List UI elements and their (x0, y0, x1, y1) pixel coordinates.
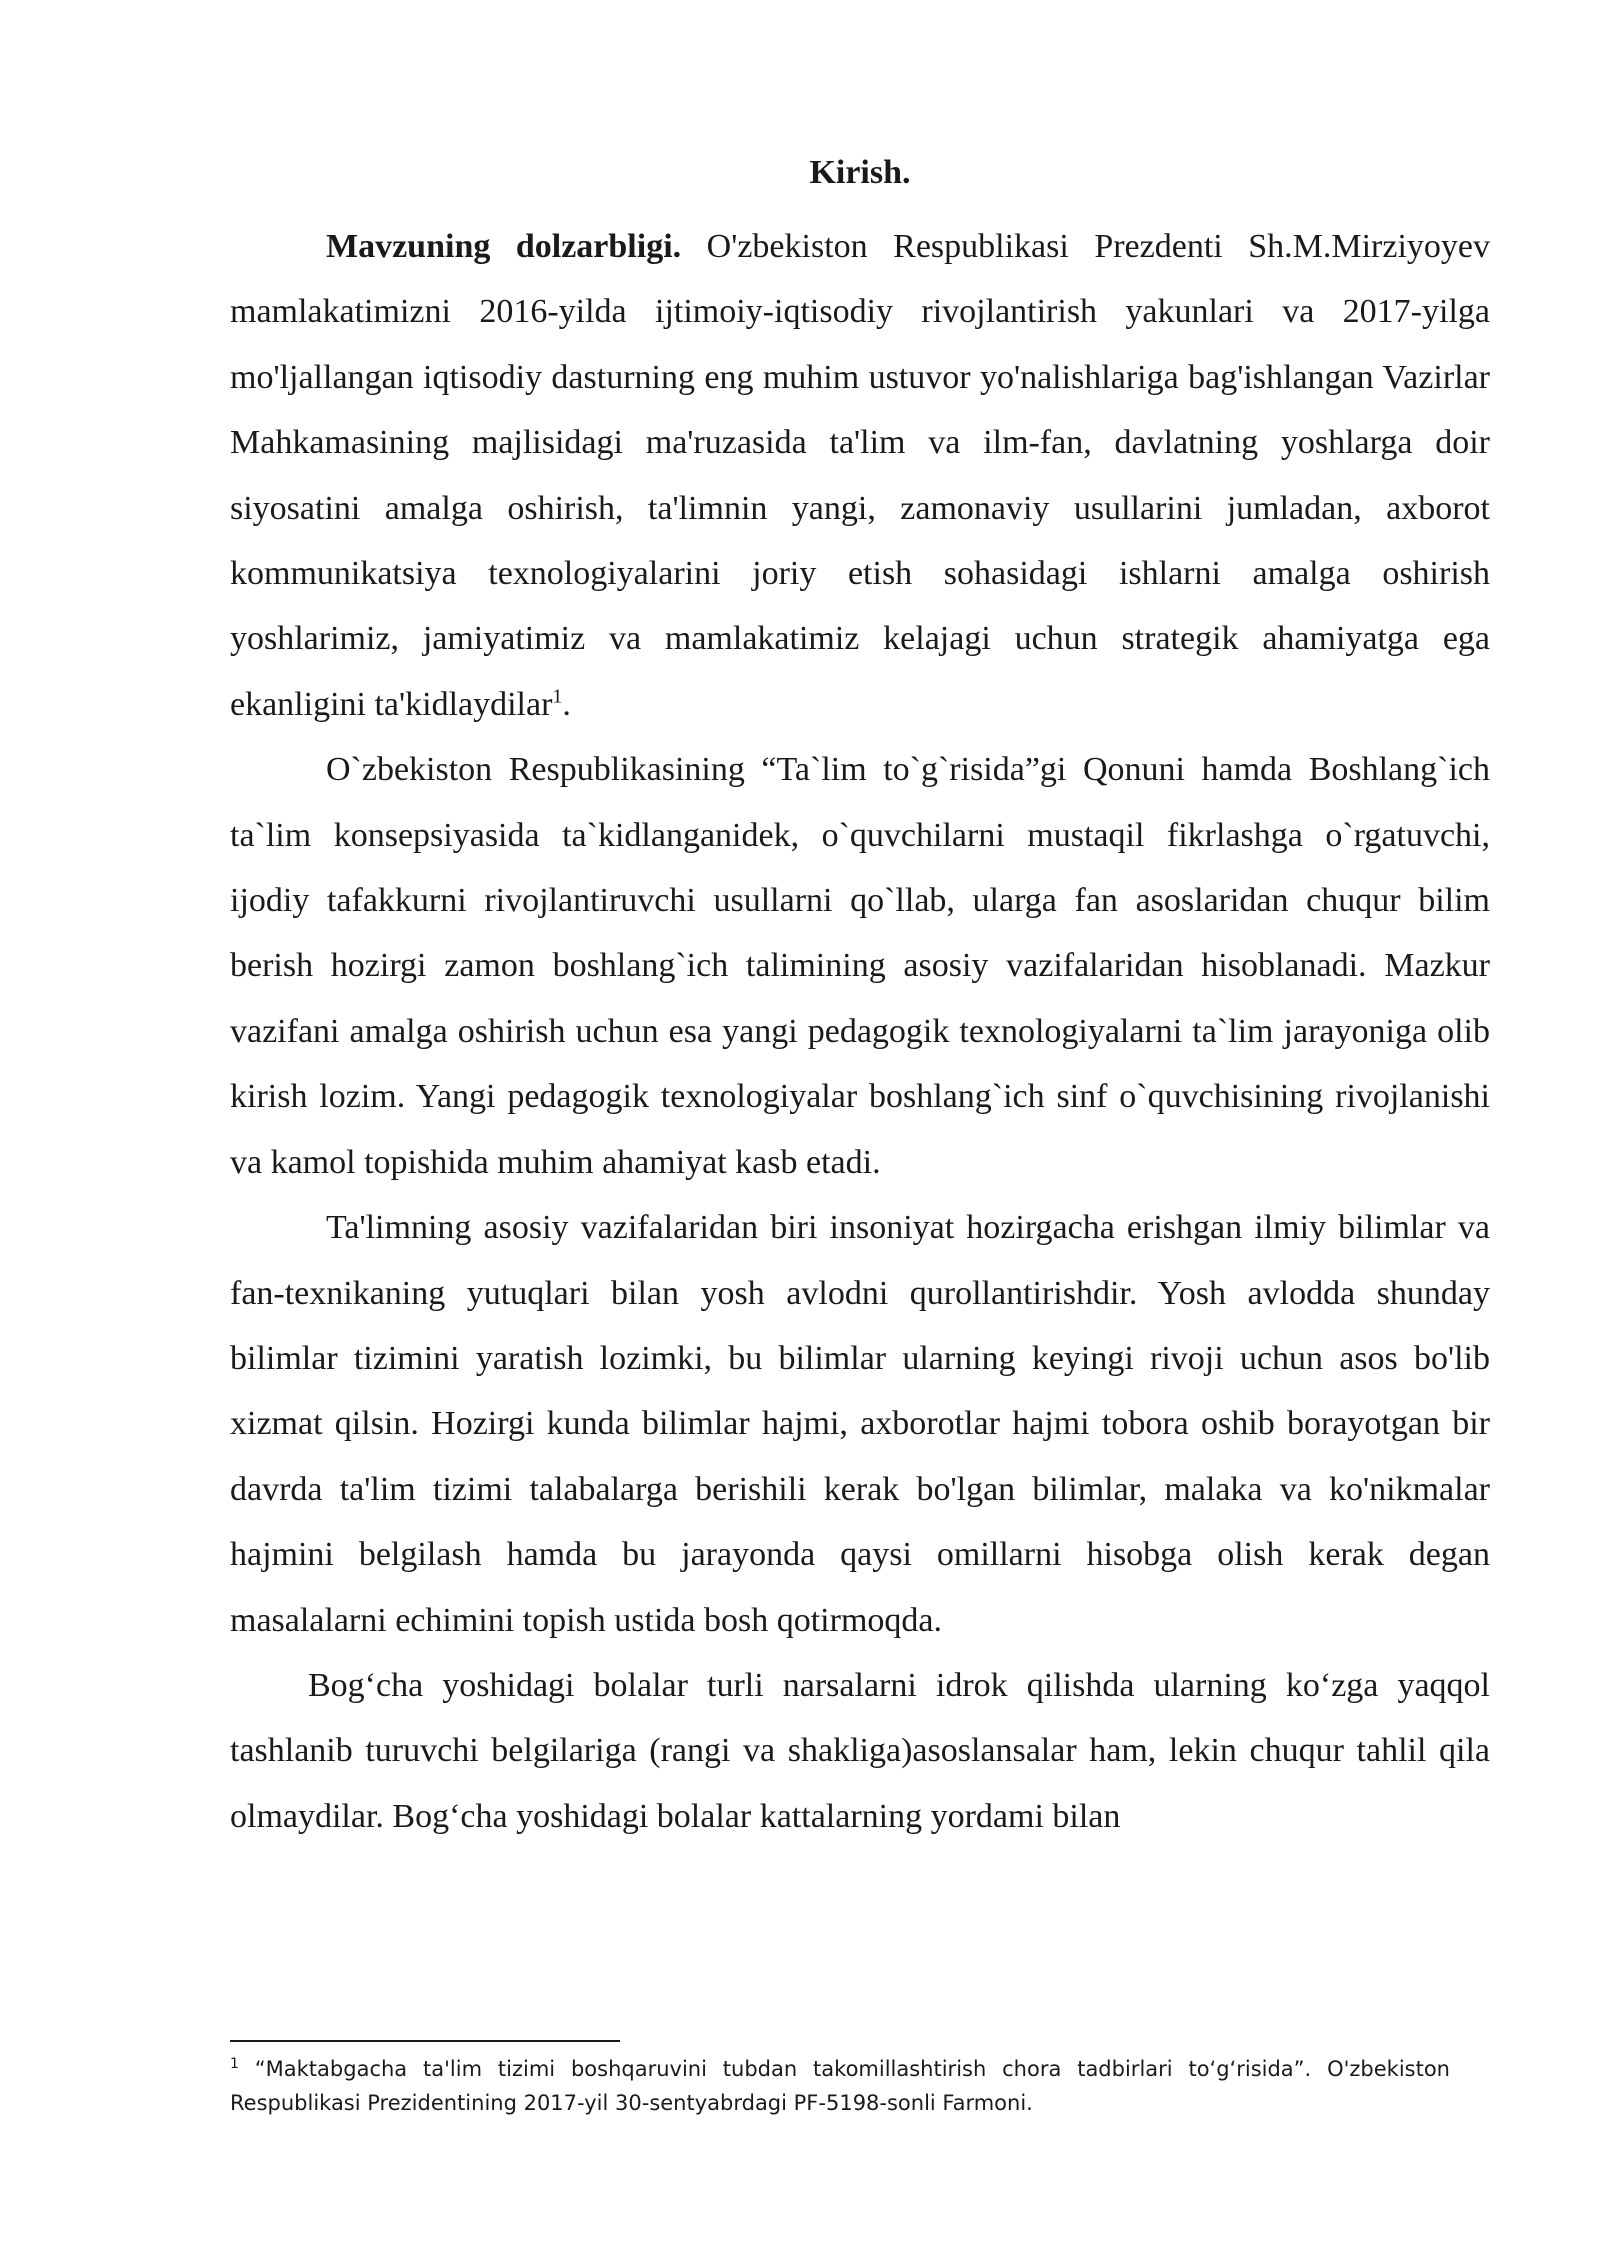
paragraph-education-tasks (230, 1195, 1490, 1653)
page-title: Kirish. (809, 154, 911, 191)
paragraph-text: Ta'limning asosiy vazifalaridan biri insoniyat hozirgacha erishgan ilmiy bilimlar va fan-texnikaning yutuqlari bilan yosh avlodni qurollantirishdir. Yosh avlodda shunday bilimlar tizimini yaratish lozimki, bu bilimlar ularning keyingi rivoji uchun asos bo'lib xizmat qilsin. Hozirgi kunda bilimlar hajmi, axborotlar hajmi tobora oshib borayotgan bir davrda ta'lim tizimi talabalarga berishili kerak bo'lgan bilimlar, malaka va ko'nikmalar hajmini belgilash hamda bu jarayonda qaysi omillarni hisobga olish kerak degan masalalarni echimini topish ustida bosh qotirmoqda. (230, 1209, 1490, 1639)
paragraph-education-law (230, 737, 1490, 1195)
footnote-separator (230, 2040, 620, 2042)
document-page (230, 150, 1490, 1849)
paragraph-tail: . (562, 685, 571, 723)
paragraph-text: Bog‘cha yoshidagi bolalar turli narsalarni idrok qilishda ularning ko‘zga yaqqol tashlanib turuvchi belgilariga (rangi va shakliga)asoslansalar ham, lekin chuqur tahlil qila olmaydilar. Bog‘cha yoshidagi bolalar kattalarning yordami bilan (230, 1666, 1490, 1835)
paragraph-lead: Mavzuning dolzarbligi. (326, 228, 682, 265)
footnote (230, 2052, 1450, 2120)
paragraph-preschool (230, 1653, 1490, 1849)
footnote-text: “Maktabgacha ta'lim tizimi boshqaruvini tubdan takomillashtirish chora tadbirlari to‘g‘risida”. O'zbekiston Respublikasi Prezidentining 2017-yil 30-sentyabrdagi PF-5198-sonli Farmoni. (230, 2057, 1450, 2115)
paragraph-text: O`zbekiston Respublikasining “Ta`lim to`g`risida”gi Qonuni hamda Boshlang`ich ta`lim konsepsiyasida ta`kidlanganidek, o`quvchilarni mustaqil fikrlashga o`rgatuvchi, ijodiy tafakkurni rivojlantiruvchi usullarni qo`llab, ularga fan asoslaridan chuqur bilim berish hozirgi zamon boshlang`ich talimining asosiy vazifalaridan hisoblanadi. Mazkur vazifani amalga oshirish uchun esa yangi pedagogik texnologiyalarni ta`lim jarayoniga olib kirish lozim. Yangi pedagogik texnologiyalar boshlang`ich sinf o`quvchisining rivojlanishi va kamol topishida muhim ahamiyat kasb etadi. (230, 751, 1490, 1181)
footnote-number: 1 (230, 2056, 239, 2072)
paragraph-relevance (230, 214, 1490, 737)
paragraph-text: O'zbekiston Respublikasi Prezdenti Sh.M.Mirziyoyev mamlakatimizni 2016-yilda ijtimoiy-iqtisodiy rivojlantirish yakunlari va 2017-yilga mo'ljallangan iqtisodiy dasturning eng muhim ustuvor yo'nalishlariga bag'ishlangan Vazirlar Mahkamasining majlisidagi ma'ruzasida ta'lim va ilm-fan, davlatning yoshlarga doir siyosatini amalga oshirish, ta'limnin yangi, zamonaviy usullarini jumladan, axborot kommunikatsiya texnologiyalarini joriy etish sohasidagi ishlarni amalga oshirish yoshlarimiz, jamiyatimiz va mamlakatimiz kelajagi uchun strategik ahamiyatga ega ekanligini ta'kidlaydilar (230, 228, 1491, 723)
footnote-reference[interactable]: 1 (552, 685, 563, 708)
